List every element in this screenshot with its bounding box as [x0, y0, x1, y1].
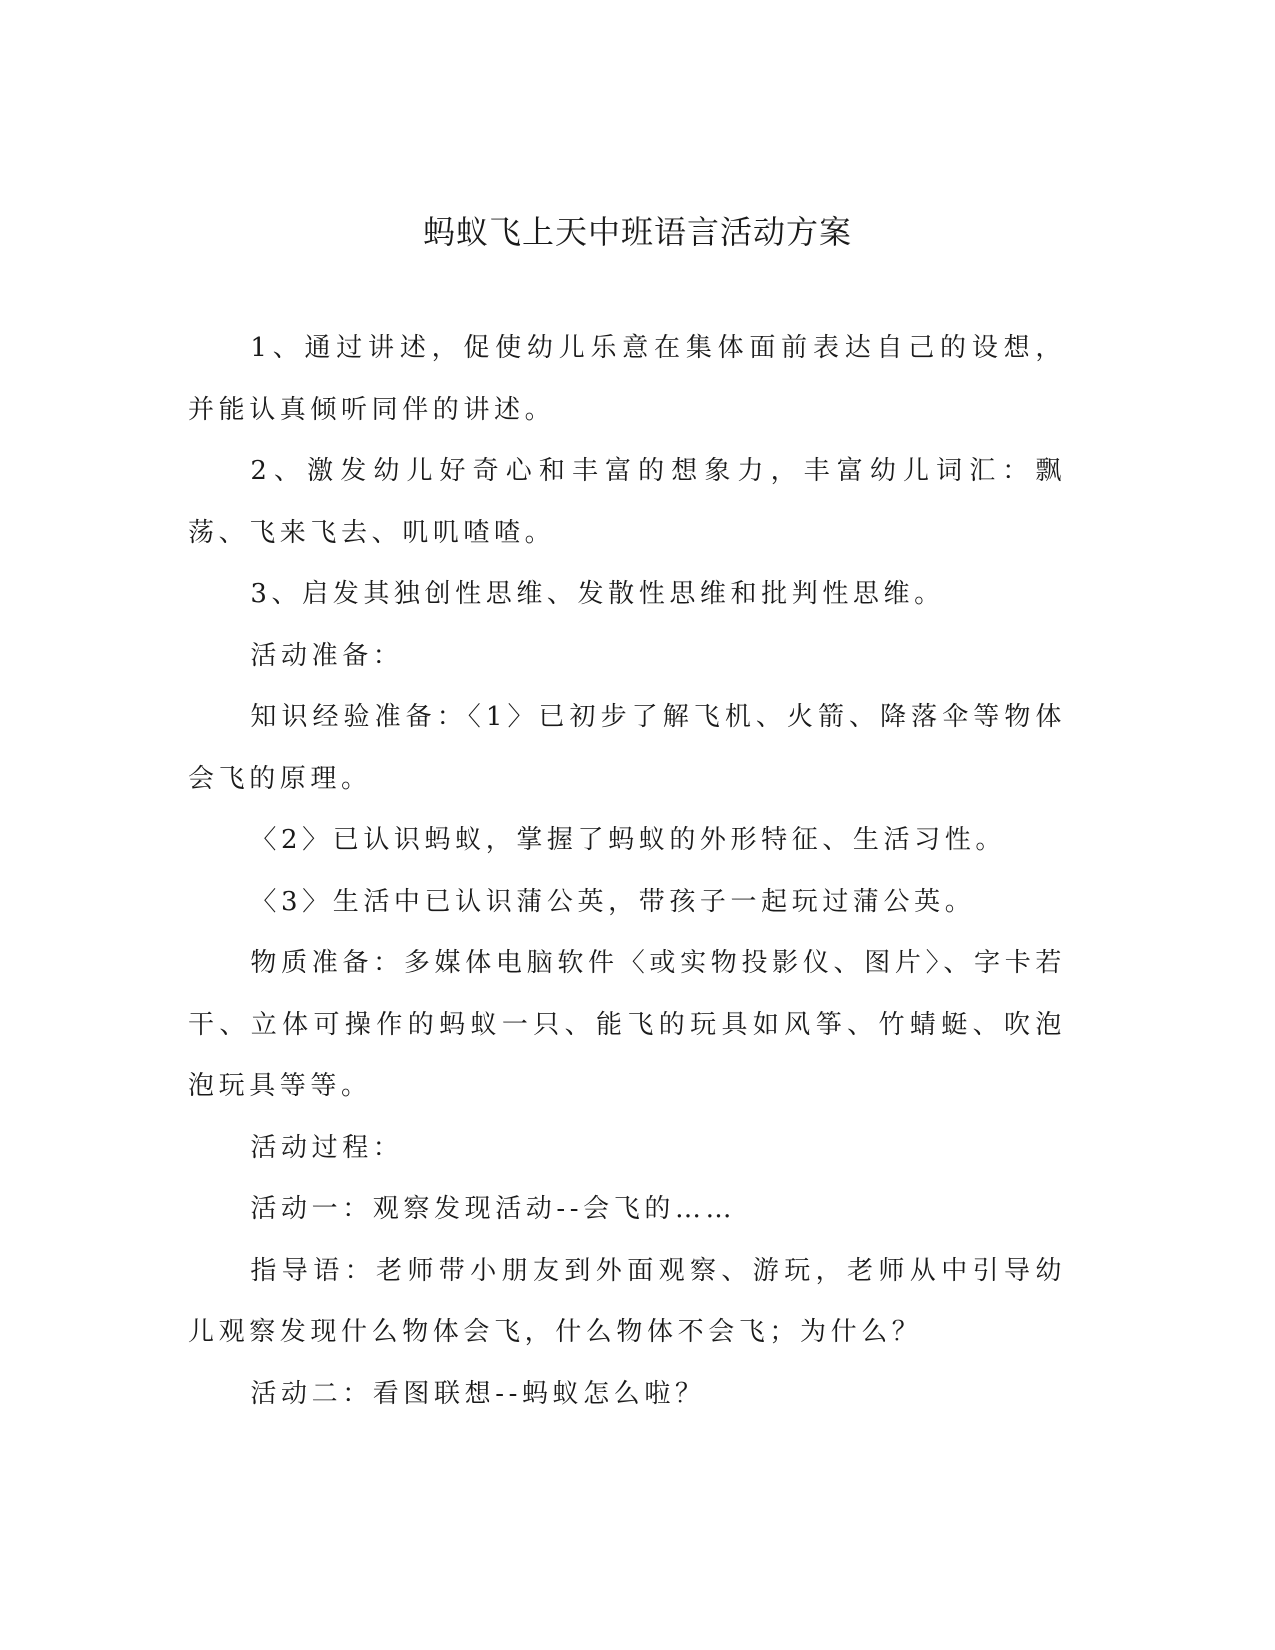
paragraph-activity-2: 活动二：看图联想--蚂蚁怎么啦？	[250, 1378, 706, 1409]
paragraph-activity-1: 活动一：观察发现活动--会飞的……	[250, 1194, 737, 1224]
paragraph-preparation-heading: 活动准备：	[250, 640, 404, 671]
paragraph-knowledge-2: 〈2〉已认识蚂蚁，掌握了蚂蚁的外形特征、生活习性。	[250, 825, 1006, 855]
paragraph-objective-2: 2、激发幼儿好奇心和丰富的想象力，丰富幼儿词汇：飘荡、飞来飞去、叽叽喳喳。	[188, 456, 1066, 548]
paragraph-material-prep: 物质准备：多媒体电脑软件〈或实物投影仪、图片〉、字卡若干、立体可操作的蚂蚁一只、能飞的玩具如风筝、竹蜻蜓、吹泡泡玩具等等。	[188, 948, 1066, 1101]
document-body	[188, 318, 1066, 1425]
paragraph-process-heading: 活动过程：	[250, 1132, 404, 1163]
paragraph-objective-3: 3、启发其独创性思维、发散性思维和批判性思维。	[250, 579, 945, 609]
paragraph-guidance: 指导语：老师带小朋友到外面观察、游玩，老师从中引导幼儿观察发现什么物体会飞，什么物体不会飞；为什么？	[188, 1255, 1066, 1347]
paragraph-objective-1: 1、通过讲述，促使幼儿乐意在集体面前表达自己的设想，并能认真倾听同伴的讲述。	[188, 333, 1066, 425]
document-title: 蚂蚁飞上天中班语言活动方案	[422, 213, 852, 251]
paragraph-knowledge-3: 〈3〉生活中已认识蒲公英，带孩子一起玩过蒲公英。	[250, 886, 976, 917]
paragraph-knowledge-prep: 知识经验准备：〈1〉已初步了解飞机、火箭、降落伞等物体会飞的原理。	[188, 702, 1066, 794]
